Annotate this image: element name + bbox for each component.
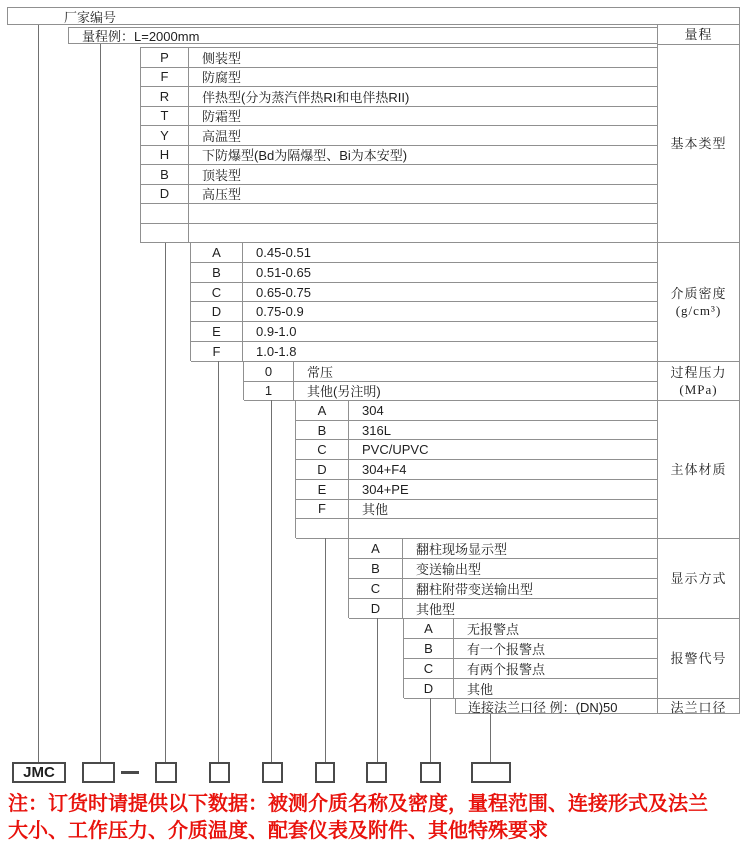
desc-cell: 下防爆型(Bd为隔爆型、Bi为本安型) [202,148,408,164]
code-cell: A [296,401,349,420]
table-row [141,48,657,68]
desc-cell: 其他 [362,502,389,518]
table-row [404,659,657,679]
pressure-table [243,361,657,400]
model-prefix-box: JMC [12,762,66,783]
table-row [349,579,657,599]
label-material: 主体材质 [658,401,739,539]
code-cell: D [349,599,403,618]
alarm-code-box [420,762,441,783]
material-code-box [315,762,335,783]
table-row [141,146,657,166]
desc-cell: 高压型 [202,187,242,203]
alarm-code-table [403,618,657,698]
label-flange-size: 法兰口径 [670,699,727,715]
code-cell: A [349,539,403,558]
code-cell: 1 [244,382,294,401]
code-cell: F [141,68,189,87]
desc-cell [189,204,657,223]
label-basic-type: 基本类型 [658,45,739,243]
basic-type-code-box [155,762,177,783]
table-row [244,382,657,402]
range-code-box [82,762,115,783]
desc-cell: 1.0-1.8 [256,344,297,360]
code-cell: C [349,579,403,598]
code-cell: H [141,146,189,165]
code-cell: B [191,263,243,282]
table-row [296,500,657,520]
table-row [141,107,657,127]
label-density: 介质密度 (g/cm³) [658,243,739,362]
code-cell [296,519,349,538]
code-cell: R [141,87,189,106]
desc-cell: 0.9-1.0 [256,324,297,340]
label-pressure: 过程压力 (MPa) [658,362,739,401]
desc-cell: 有一个报警点 [467,642,546,657]
flange-spec-row [455,698,657,714]
desc-cell: 0.45-0.51 [256,244,311,260]
basic-type-table [140,47,657,243]
table-row [141,68,657,88]
table-row [191,243,657,263]
code-cell: C [404,659,454,678]
desc-cell: 0.65-0.75 [256,284,311,300]
desc-cell: 高温型 [202,128,242,144]
desc-cell: 304 [362,402,384,418]
table-row [296,421,657,441]
code-cell: E [296,480,349,499]
code-cell [141,224,189,243]
desc-cell: 0.51-0.65 [256,264,311,280]
table-row [141,87,657,107]
density-code-box [209,762,230,783]
table-row [141,165,657,185]
table-row [296,440,657,460]
desc-cell: 翻柱现场显示型 [416,542,508,557]
code-cell: B [296,421,349,440]
table-row [191,342,657,362]
table-row [404,619,657,639]
desc-cell: 伴热型(分为蒸汽伴热RI和电伴热RII) [202,89,410,105]
code-cell: 0 [244,362,294,381]
desc-cell: 其他(另注明) [307,384,381,400]
flange-spec-text: 连接法兰口径 例：(DN)50 [468,699,618,715]
connector-line [165,243,166,763]
desc-cell: 有两个报警点 [467,662,546,677]
table-row [349,559,657,579]
desc-cell: 顶装型 [202,167,242,183]
connector-line [325,538,326,763]
table-row [296,460,657,480]
ordering-note-line2: 大小、工作压力、介质温度、配套仪表及附件、其他特殊要求 [8,820,548,842]
table-row [296,480,657,500]
code-cell: A [404,619,454,638]
ordering-note [8,791,748,845]
code-cell: C [191,283,243,302]
desc-cell: 防霜型 [202,109,242,125]
desc-cell: 316L [362,422,391,438]
factory-code-label: 厂家编号 [64,9,117,25]
table-row [141,185,657,205]
desc-cell: 其他型 [416,602,456,617]
table-row [349,599,657,619]
table-row [141,204,657,224]
desc-cell: 变送输出型 [416,562,482,577]
table-row [191,283,657,303]
density-table [190,242,657,361]
code-cell: F [296,500,349,519]
code-cell: P [141,48,189,67]
ordering-note-line1: 注：订货时请提供以下数据：被测介质名称及密度，量程范围、连接形式及法兰 [8,793,708,815]
code-cell: B [349,559,403,578]
table-row [191,302,657,322]
connector-line [377,618,378,763]
desc-cell: 304+PE [362,481,409,497]
connector-line [218,361,219,763]
table-row [296,519,657,539]
desc-cell [189,224,657,243]
label-range: 量程 [658,25,739,45]
factory-code-box [7,7,740,25]
connector-line [271,400,272,763]
label-alarm-code: 报警代号 [658,619,739,699]
table-row [191,322,657,342]
code-cell: F [191,342,243,361]
flange-code-box [471,762,511,783]
code-cell: B [141,165,189,184]
range-example-box [68,27,657,44]
code-cell: D [296,460,349,479]
connector-line [430,698,431,763]
connector-line [490,714,491,763]
model-code-separator [121,771,139,774]
table-row [244,362,657,382]
desc-cell: 其他 [467,682,494,697]
pressure-code-box [262,762,283,783]
desc-cell: 侧装型 [202,50,242,66]
desc-cell: 翻柱附带变送输出型 [416,582,534,597]
label-display-mode: 显示方式 [658,539,739,619]
table-row [141,224,657,244]
desc-cell [349,519,657,538]
code-cell: E [191,322,243,341]
table-row [296,401,657,421]
desc-cell: PVC/UPVC [362,442,429,458]
code-cell: B [404,639,454,658]
material-table [295,400,657,538]
desc-cell: 无报警点 [467,622,520,637]
code-cell: T [141,107,189,126]
code-cell: C [296,440,349,459]
code-cell: Y [141,126,189,145]
code-cell: A [191,243,243,262]
table-row [141,126,657,146]
connector-line [100,44,101,763]
desc-cell: 防腐型 [202,70,242,86]
connector-line [38,25,39,763]
code-cell: D [141,185,189,204]
table-row [404,639,657,659]
table-row [191,263,657,283]
desc-cell: 0.75-0.9 [256,304,304,320]
code-cell: D [191,302,243,321]
code-cell [141,204,189,223]
desc-cell: 304+F4 [362,461,407,477]
display-mode-table [348,538,657,618]
range-example-label: 量程例：L=2000mm [82,29,200,44]
desc-cell: 常压 [307,364,334,380]
display-code-box [366,762,387,783]
category-label-column [657,24,740,714]
table-row [349,539,657,559]
code-cell: D [404,679,454,698]
